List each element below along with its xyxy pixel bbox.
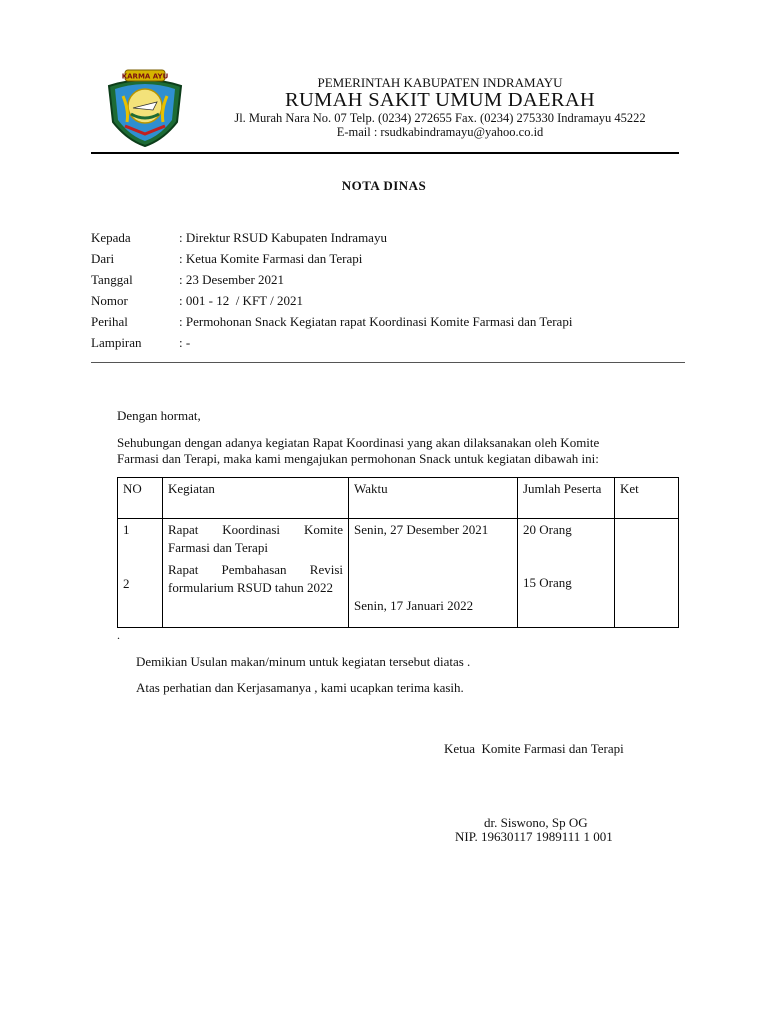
header-waktu: Waktu [349, 478, 518, 519]
signature-name: dr. Siswono, Sp OG [484, 815, 588, 830]
letterhead-hospital-name: RUMAH SAKIT UMUM DAERAH [284, 89, 596, 111]
signature-position: Ketua Komite Farmasi dan Terapi [444, 741, 624, 756]
row-waktu: Senin, 27 Desember 2021 [354, 522, 489, 537]
meta-label: Perihal [91, 314, 128, 329]
waktu-cell [349, 519, 518, 628]
header-no: NO [118, 478, 163, 519]
table-row [118, 519, 679, 628]
document-title: NOTA DINAS [341, 178, 427, 193]
meta-label: Dari [91, 251, 115, 266]
table-header-row [118, 478, 679, 519]
header-kegiatan: Kegiatan [163, 478, 349, 519]
letterhead-divider [91, 152, 679, 154]
activity-table [117, 477, 679, 628]
meta-nomor [91, 293, 303, 311]
header-ket: Ket [615, 478, 679, 519]
meta-value: : - [179, 335, 191, 350]
greeting: Dengan hormat, [117, 408, 201, 423]
row-no: 2 [123, 576, 130, 591]
closing-line-2: Atas perhatian dan Kerjasamanya , kami ucapkan terima kasih. [136, 680, 464, 695]
jumlah-cell [518, 519, 615, 628]
meta-value: : 23 Desember 2021 [179, 272, 285, 287]
closing-line-1: Demikian Usulan makan/minum untuk kegiatan tersebut diatas . [136, 654, 471, 669]
row-waktu: Senin, 17 Januari 2022 [354, 598, 474, 613]
row-kegiatan: Rapat Koordinasi Komite Farmasi dan Terapi [168, 522, 343, 555]
meta-value: : Permohonan Snack Kegiatan rapat Koordinasi Komite Farmasi dan Terapi [179, 314, 573, 329]
header-jumlah: Jumlah Peserta [518, 478, 615, 519]
row-no: 1 [123, 522, 130, 537]
meta-value: : Ketua Komite Farmasi dan Terapi [179, 251, 363, 266]
meta-perihal [91, 314, 572, 332]
meta-tanggal [91, 272, 284, 290]
meta-label: Kepada [91, 230, 131, 245]
meta-divider [91, 362, 685, 363]
regency-logo [103, 66, 187, 150]
intro-line-2: Farmasi dan Terapi, maka kami mengajukan permohonan Snack untuk kegiatan dibawah ini: [117, 451, 599, 466]
meta-kepada [91, 230, 387, 248]
ket-cell [615, 519, 679, 628]
row-jumlah: 15 Orang [523, 575, 572, 590]
meta-dari [91, 251, 362, 269]
signature-nip: NIP. 19630117 1989111 1 001 [455, 829, 613, 844]
meta-lampiran [91, 335, 190, 353]
letterhead-address: Jl. Murah Nara No. 07 Telp. (0234) 272655 Fax. (0234) 275330 Indramayu 45222 [234, 111, 646, 125]
meta-label: Tanggal [91, 272, 133, 287]
no-cell [118, 519, 163, 628]
meta-label: Nomor [91, 293, 128, 308]
meta-label: Lampiran [91, 335, 142, 350]
kegiatan-cell [163, 519, 349, 628]
logo-banner-text: KARMA AYU [121, 72, 169, 81]
row-kegiatan: Rapat Pembahasan Revisi formularium RSUD tahun 2022 [168, 562, 343, 595]
row-jumlah: 20 Orang [523, 522, 572, 537]
meta-value: : Direktur RSUD Kabupaten Indramayu [179, 230, 387, 245]
intro-line-1: Sehubungan dengan adanya kegiatan Rapat Koordinasi yang akan dilaksanakan oleh Komite [117, 435, 600, 450]
meta-value: : 001 - 12 / KFT / 2021 [179, 293, 303, 308]
stray-dot: . [117, 628, 120, 642]
letterhead-email: E-mail : rsudkabindramayu@yahoo.co.id [336, 125, 544, 139]
letterhead-government: PEMERINTAH KABUPATEN INDRAMAYU [317, 75, 563, 90]
